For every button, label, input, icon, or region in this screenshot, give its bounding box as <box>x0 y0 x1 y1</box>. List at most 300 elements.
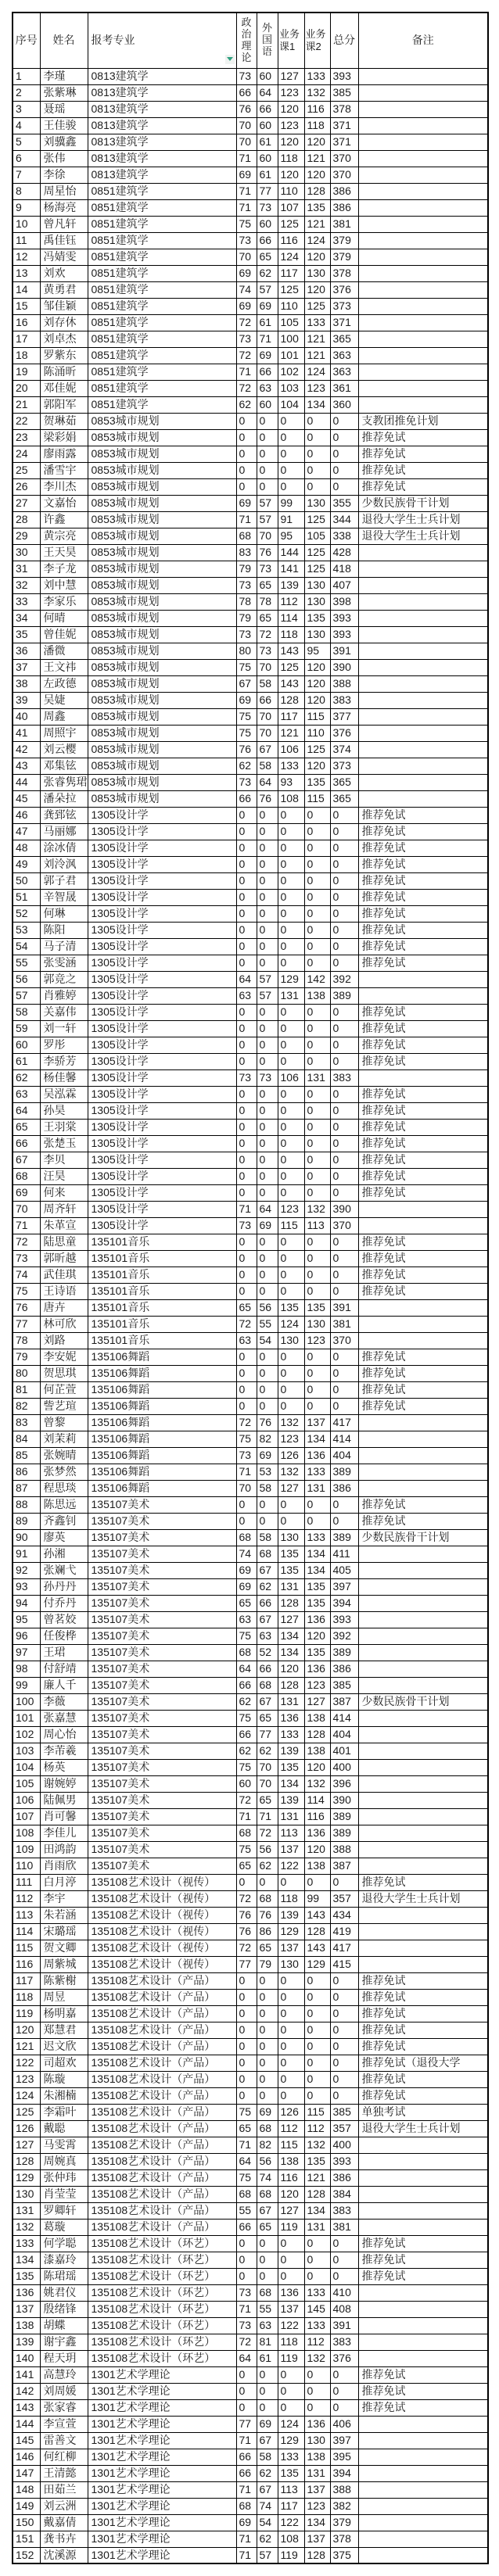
total-score-cell: 388 <box>330 675 358 692</box>
politics-score-cell: 66 <box>236 1726 257 1743</box>
major-cell: 1305设计学 <box>88 1135 236 1152</box>
major-cell: 1305设计学 <box>88 971 236 987</box>
course2-score-cell: 121 <box>304 150 330 167</box>
col-header-politics-label: 政治理论 <box>241 16 252 63</box>
table-row <box>13 462 488 478</box>
row-index-cell: 21 <box>13 396 40 413</box>
student-name-cell: 司超欢 <box>40 2055 88 2071</box>
course2-score-cell: 130 <box>304 577 330 593</box>
table-row <box>13 774 488 790</box>
student-name-cell: 刘骥鑫 <box>40 134 88 150</box>
row-index-cell: 58 <box>13 1004 40 1020</box>
table-row <box>13 1431 488 1447</box>
table-row <box>13 1135 488 1152</box>
total-score-cell: 388 <box>330 1841 358 1858</box>
student-name-cell: 刘云洲 <box>40 2498 88 2514</box>
table-row <box>13 1710 488 1726</box>
politics-score-cell: 75 <box>236 708 257 725</box>
remark-cell <box>358 2202 488 2219</box>
course1-score-cell: 0 <box>278 2087 304 2104</box>
politics-score-cell: 75 <box>236 216 257 232</box>
student-name-cell: 罗卿轩 <box>40 2202 88 2219</box>
course1-score-cell: 131 <box>278 1808 304 1825</box>
row-index-cell: 26 <box>13 478 40 495</box>
total-score-cell: 0 <box>330 905 358 922</box>
remark-cell <box>358 2317 488 2334</box>
table-row <box>13 1069 488 1086</box>
politics-score-cell: 76 <box>236 101 257 117</box>
major-cell: 0851建筑学 <box>88 331 236 347</box>
foreign-score-cell: 69 <box>257 347 278 364</box>
student-name-cell: 潘微 <box>40 643 88 659</box>
course1-score-cell: 93 <box>278 774 304 790</box>
remark-cell <box>358 2514 488 2531</box>
row-index-cell: 136 <box>13 2284 40 2301</box>
remark-cell: 推荐免试 <box>358 1168 488 1184</box>
foreign-score-cell: 79 <box>257 1956 278 1972</box>
student-name-cell: 关嘉伟 <box>40 1004 88 1020</box>
student-name-cell: 邓集铉 <box>40 758 88 774</box>
total-score-cell: 383 <box>330 692 358 708</box>
table-row <box>13 1168 488 1184</box>
course1-score-cell: 112 <box>278 593 304 610</box>
course2-score-cell: 0 <box>304 1398 330 1414</box>
course2-score-cell: 138 <box>304 987 330 1004</box>
politics-score-cell: 63 <box>236 987 257 1004</box>
foreign-score-cell: 0 <box>257 2268 278 2284</box>
remark-cell <box>358 380 488 396</box>
table-row <box>13 2449 488 2465</box>
major-cell: 1301艺术学理论 <box>88 2366 236 2383</box>
total-score-cell: 0 <box>330 1989 358 2005</box>
student-name-cell: 周鑫 <box>40 708 88 725</box>
total-score-cell: 373 <box>330 758 358 774</box>
politics-score-cell: 0 <box>236 856 257 872</box>
major-cell: 0851建筑学 <box>88 265 236 281</box>
student-name-cell: 田茹兰 <box>40 2481 88 2498</box>
course2-score-cell: 118 <box>304 117 330 134</box>
row-index-cell: 81 <box>13 1381 40 1398</box>
table-row <box>13 413 488 429</box>
remark-cell <box>358 167 488 183</box>
total-score-cell: 0 <box>330 1874 358 1890</box>
major-cell: 135107美术 <box>88 1661 236 1677</box>
row-index-cell: 138 <box>13 2317 40 2334</box>
table-row <box>13 2399 488 2416</box>
remark-cell <box>358 2498 488 2514</box>
table-row <box>13 2120 488 2137</box>
politics-score-cell: 62 <box>236 1743 257 1759</box>
total-score-cell: 390 <box>330 1792 358 1808</box>
table-row <box>13 1234 488 1250</box>
politics-score-cell: 68 <box>236 2186 257 2202</box>
course1-score-cell: 124 <box>278 2416 304 2432</box>
foreign-score-cell: 0 <box>257 1053 278 1069</box>
table-row <box>13 1102 488 1119</box>
politics-score-cell: 0 <box>236 922 257 938</box>
total-score-cell: 395 <box>330 2449 358 2465</box>
total-score-cell: 410 <box>330 2284 358 2301</box>
row-index-cell: 11 <box>13 232 40 249</box>
table-row <box>13 216 488 232</box>
row-index-cell: 85 <box>13 1447 40 1464</box>
remark-cell: 推荐免试 <box>358 872 488 889</box>
table-row <box>13 1628 488 1644</box>
politics-score-cell: 0 <box>236 823 257 840</box>
foreign-score-cell: 0 <box>257 2399 278 2416</box>
row-index-cell: 128 <box>13 2153 40 2169</box>
remark-cell <box>358 741 488 758</box>
politics-score-cell: 69 <box>236 2514 257 2531</box>
total-score-cell: 360 <box>330 396 358 413</box>
course1-score-cell: 0 <box>278 955 304 971</box>
course2-score-cell: 114 <box>304 1792 330 1808</box>
major-cell: 135108艺术设计（产品） <box>88 2153 236 2169</box>
student-name-cell: 梁彩娟 <box>40 429 88 446</box>
total-score-cell: 418 <box>330 561 358 577</box>
course2-score-cell: 112 <box>304 2334 330 2350</box>
major-cell: 135107美术 <box>88 1513 236 1529</box>
major-cell: 135108艺术设计（视传） <box>88 1890 236 1907</box>
table-row <box>13 2383 488 2399</box>
major-cell: 0853城市规划 <box>88 643 236 659</box>
course1-score-cell: 0 <box>278 1053 304 1069</box>
total-score-cell: 0 <box>330 1972 358 1989</box>
foreign-score-cell: 62 <box>257 1743 278 1759</box>
remark-cell: 推荐免试 <box>358 1086 488 1102</box>
foreign-score-cell: 73 <box>257 1069 278 1086</box>
row-index-cell: 97 <box>13 1644 40 1661</box>
table-row <box>13 2186 488 2202</box>
course1-score-cell: 0 <box>278 872 304 889</box>
course2-score-cell: 0 <box>304 1365 330 1381</box>
table-row <box>13 1119 488 1135</box>
student-name-cell: 朱湘楠 <box>40 2087 88 2104</box>
course2-score-cell: 134 <box>304 1431 330 1447</box>
major-cell: 135108艺术设计（产品） <box>88 1972 236 1989</box>
total-score-cell: 384 <box>330 2186 358 2202</box>
remark-cell <box>358 2465 488 2481</box>
politics-score-cell: 70 <box>236 249 257 265</box>
course1-score-cell: 130 <box>278 1332 304 1349</box>
course2-score-cell: 0 <box>304 1020 330 1037</box>
politics-score-cell: 0 <box>236 840 257 856</box>
remark-cell: 推荐免试 <box>358 1365 488 1381</box>
remark-cell <box>358 2416 488 2432</box>
student-name-cell: 龚书卉 <box>40 2531 88 2547</box>
major-cell: 135107美术 <box>88 1546 236 1562</box>
course1-score-cell: 135 <box>278 1546 304 1562</box>
major-cell: 135108艺术设计（视传） <box>88 1956 236 1972</box>
total-score-cell: 373 <box>330 298 358 314</box>
remark-cell <box>358 1611 488 1628</box>
student-name-cell: 郭阳军 <box>40 396 88 413</box>
student-name-cell: 陈紫榭 <box>40 1972 88 1989</box>
course1-score-cell: 129 <box>278 971 304 987</box>
foreign-score-cell: 0 <box>257 1004 278 1020</box>
course2-score-cell: 131 <box>304 1480 330 1496</box>
total-score-cell: 386 <box>330 1661 358 1677</box>
major-cell: 135108艺术设计（环艺） <box>88 2317 236 2334</box>
row-index-cell: 32 <box>13 577 40 593</box>
student-name-cell: 吴泓霖 <box>40 1086 88 1102</box>
student-name-cell: 张睿隽珺 <box>40 774 88 790</box>
foreign-score-cell: 73 <box>257 199 278 216</box>
major-cell: 1301艺术学理论 <box>88 2383 236 2399</box>
filter-dropdown-icon[interactable] <box>225 55 235 64</box>
major-cell: 0853城市规划 <box>88 413 236 429</box>
remark-cell <box>358 626 488 643</box>
major-cell: 135107美术 <box>88 1825 236 1841</box>
row-index-cell: 50 <box>13 872 40 889</box>
total-score-cell: 0 <box>330 2005 358 2022</box>
row-index-cell: 59 <box>13 1020 40 1037</box>
table-row <box>13 511 488 528</box>
student-name-cell: 白月渟 <box>40 1874 88 1890</box>
course2-score-cell: 110 <box>304 725 330 741</box>
major-cell: 0853城市规划 <box>88 593 236 610</box>
row-index-cell: 90 <box>13 1529 40 1546</box>
course1-score-cell: 0 <box>278 1135 304 1152</box>
politics-score-cell: 62 <box>236 396 257 413</box>
row-index-cell: 117 <box>13 1972 40 1989</box>
foreign-score-cell: 61 <box>257 167 278 183</box>
foreign-score-cell: 65 <box>257 577 278 593</box>
total-score-cell: 376 <box>330 2350 358 2366</box>
total-score-cell: 0 <box>330 1496 358 1513</box>
major-cell: 0851建筑学 <box>88 199 236 216</box>
foreign-score-cell: 56 <box>257 2153 278 2169</box>
row-index-cell: 43 <box>13 758 40 774</box>
remark-cell <box>358 1841 488 1858</box>
major-cell: 135106舞蹈 <box>88 1398 236 1414</box>
politics-score-cell: 55 <box>236 2202 257 2219</box>
table-row <box>13 2547 488 2563</box>
remark-cell <box>358 593 488 610</box>
course2-score-cell: 121 <box>304 331 330 347</box>
course1-score-cell: 0 <box>278 446 304 462</box>
remark-cell: 推荐免试 <box>358 1053 488 1069</box>
row-index-cell: 64 <box>13 1102 40 1119</box>
major-cell: 1305设计学 <box>88 922 236 938</box>
table-row <box>13 2350 488 2366</box>
remark-cell: 推荐免试 <box>358 922 488 938</box>
remark-cell: 推荐免试 <box>358 1267 488 1283</box>
student-name-cell: 张楚玉 <box>40 1135 88 1152</box>
politics-score-cell: 0 <box>236 2038 257 2055</box>
remark-cell: 推荐免试 <box>358 462 488 478</box>
politics-score-cell: 62 <box>236 1693 257 1710</box>
total-score-cell: 0 <box>330 1020 358 1037</box>
major-cell: 135108艺术设计（环艺） <box>88 2268 236 2284</box>
course1-score-cell: 0 <box>278 2399 304 2416</box>
table-row <box>13 807 488 823</box>
politics-score-cell: 71 <box>236 2432 257 2449</box>
student-name-cell: 罗彤 <box>40 1037 88 1053</box>
foreign-score-cell: 60 <box>257 68 278 84</box>
table-row <box>13 1201 488 1217</box>
foreign-score-cell: 77 <box>257 1726 278 1743</box>
table-row <box>13 905 488 922</box>
total-score-cell: 344 <box>330 511 358 528</box>
table-row <box>13 643 488 659</box>
foreign-score-cell: 76 <box>257 1907 278 1923</box>
course2-score-cell: 0 <box>304 922 330 938</box>
table-row <box>13 725 488 741</box>
table-body <box>13 68 488 2563</box>
col-header-course2 <box>304 13 330 68</box>
course2-score-cell: 115 <box>304 790 330 807</box>
table-row <box>13 1217 488 1234</box>
politics-score-cell: 0 <box>236 462 257 478</box>
remark-cell <box>358 774 488 790</box>
remark-cell: 少数民族骨干计划 <box>358 1693 488 1710</box>
row-index-cell: 149 <box>13 2498 40 2514</box>
table-row <box>13 429 488 446</box>
remark-cell <box>358 577 488 593</box>
course1-score-cell: 120 <box>278 101 304 117</box>
row-index-cell: 148 <box>13 2481 40 2498</box>
course2-score-cell: 123 <box>304 2498 330 2514</box>
major-cell: 135101音乐 <box>88 1283 236 1299</box>
major-cell: 135108艺术设计（产品） <box>88 2005 236 2022</box>
student-name-cell: 肖可馨 <box>40 1808 88 1825</box>
remark-cell: 退役大学生士兵计划 <box>358 2120 488 2137</box>
student-name-cell: 沈溪源 <box>40 2547 88 2563</box>
table-row <box>13 1972 488 1989</box>
student-name-cell: 田鸿韵 <box>40 1841 88 1858</box>
student-name-cell: 刘云樱 <box>40 741 88 758</box>
politics-score-cell: 65 <box>236 1595 257 1611</box>
student-name-cell: 王诗语 <box>40 1283 88 1299</box>
remark-cell <box>358 2219 488 2235</box>
table-row <box>13 298 488 314</box>
foreign-score-cell: 0 <box>257 2366 278 2383</box>
course2-score-cell: 0 <box>304 856 330 872</box>
student-name-cell: 王文祎 <box>40 659 88 675</box>
total-score-cell: 383 <box>330 2202 358 2219</box>
total-score-cell: 411 <box>330 1546 358 1562</box>
course2-score-cell: 120 <box>304 1628 330 1644</box>
remark-cell: 推荐免试 <box>358 905 488 922</box>
remark-cell <box>358 1775 488 1792</box>
course1-score-cell: 125 <box>278 659 304 675</box>
course1-score-cell: 0 <box>278 938 304 955</box>
course2-score-cell: 125 <box>304 544 330 561</box>
remark-cell <box>358 1923 488 1940</box>
table-row <box>13 2005 488 2022</box>
student-name-cell: 肖雨欣 <box>40 1858 88 1874</box>
politics-score-cell: 79 <box>236 610 257 626</box>
table-row <box>13 840 488 856</box>
remark-cell <box>358 281 488 298</box>
course1-score-cell: 0 <box>278 1152 304 1168</box>
remark-cell <box>358 183 488 199</box>
row-index-cell: 131 <box>13 2202 40 2219</box>
foreign-score-cell: 54 <box>257 1332 278 1349</box>
student-name-cell: 陈璇 <box>40 2071 88 2087</box>
student-name-cell: 张梦然 <box>40 1464 88 1480</box>
course1-score-cell: 0 <box>278 905 304 922</box>
remark-cell: 退役大学生士兵计划 <box>358 1890 488 1907</box>
major-cell: 0813建筑学 <box>88 101 236 117</box>
total-score-cell: 414 <box>330 1431 358 1447</box>
course1-score-cell: 130 <box>278 1956 304 1972</box>
foreign-score-cell: 65 <box>257 2219 278 2235</box>
remark-cell <box>358 1447 488 1464</box>
table-row <box>13 2219 488 2235</box>
course1-score-cell: 0 <box>278 462 304 478</box>
student-name-cell: 孙湘 <box>40 1546 88 1562</box>
foreign-score-cell: 0 <box>257 2038 278 2055</box>
foreign-score-cell: 71 <box>257 1808 278 1825</box>
course2-score-cell: 0 <box>304 1972 330 1989</box>
foreign-score-cell: 67 <box>257 2202 278 2219</box>
total-score-cell: 371 <box>330 117 358 134</box>
student-name-cell: 郭子君 <box>40 872 88 889</box>
foreign-score-cell: 0 <box>257 1381 278 1398</box>
total-score-cell: 414 <box>330 1710 358 1726</box>
course2-score-cell: 136 <box>304 1825 330 1841</box>
course1-score-cell: 118 <box>278 1890 304 1907</box>
major-cell: 1301艺术学理论 <box>88 2498 236 2514</box>
remark-cell <box>358 1726 488 1743</box>
student-name-cell: 马雯霄 <box>40 2137 88 2153</box>
major-cell: 135108艺术设计（环艺） <box>88 2252 236 2268</box>
politics-score-cell: 72 <box>236 347 257 364</box>
table-row <box>13 1414 488 1431</box>
major-cell: 135108艺术设计（环艺） <box>88 2350 236 2366</box>
remark-cell <box>358 544 488 561</box>
total-score-cell: 0 <box>330 2055 358 2071</box>
remark-cell <box>358 1562 488 1578</box>
foreign-score-cell: 57 <box>257 511 278 528</box>
header-row <box>13 13 488 68</box>
course1-score-cell: 141 <box>278 561 304 577</box>
table-row <box>13 1726 488 1743</box>
course2-score-cell: 0 <box>304 1102 330 1119</box>
politics-score-cell: 71 <box>236 1464 257 1480</box>
foreign-score-cell: 57 <box>257 2547 278 2563</box>
course2-score-cell: 135 <box>304 1299 330 1316</box>
course1-score-cell: 144 <box>278 544 304 561</box>
course2-score-cell: 136 <box>304 1611 330 1628</box>
foreign-score-cell: 0 <box>257 1349 278 1365</box>
table-row <box>13 314 488 331</box>
foreign-score-cell: 74 <box>257 2169 278 2186</box>
course2-score-cell: 0 <box>304 462 330 478</box>
row-index-cell: 60 <box>13 1037 40 1053</box>
remark-cell: 推荐免试 <box>358 1102 488 1119</box>
major-cell: 0851建筑学 <box>88 216 236 232</box>
foreign-score-cell: 63 <box>257 1628 278 1644</box>
student-name-cell: 漆嘉玲 <box>40 2252 88 2268</box>
major-cell: 0851建筑学 <box>88 347 236 364</box>
row-index-cell: 46 <box>13 807 40 823</box>
course2-score-cell: 121 <box>304 347 330 364</box>
table-row <box>13 2317 488 2334</box>
major-cell: 0853城市规划 <box>88 692 236 708</box>
remark-cell <box>358 232 488 249</box>
foreign-score-cell: 64 <box>257 1201 278 1217</box>
remark-cell <box>358 708 488 725</box>
course2-score-cell: 123 <box>304 1332 330 1349</box>
major-cell: 1305设计学 <box>88 1053 236 1069</box>
course1-score-cell: 118 <box>278 626 304 643</box>
course2-score-cell: 131 <box>304 2219 330 2235</box>
foreign-score-cell: 66 <box>257 1661 278 1677</box>
remark-cell <box>358 265 488 281</box>
